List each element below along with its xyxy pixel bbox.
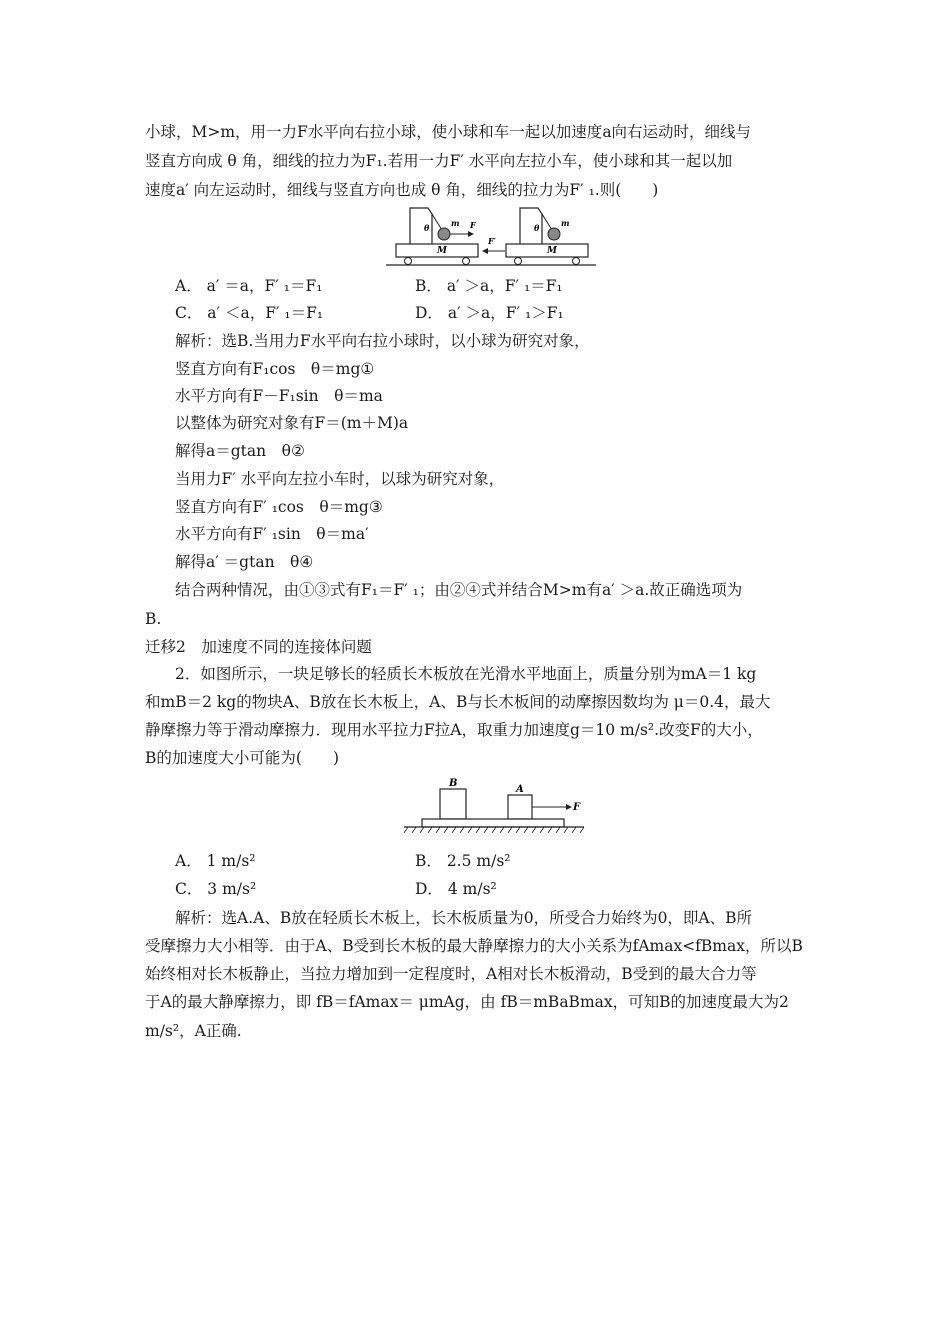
solution-2-line: 始终相对长木板静止，当拉力增加到一定程度时，A相对长木板滑动，B受到的最大合力等: [145, 965, 757, 983]
solution-2-line: 于A的最大静摩擦力，即 fB＝fAmax＝ μmAg，由 fB＝mBaBmax，可知B的加速度最大为2: [145, 993, 789, 1011]
question-1-text-line-3: 速度a′ 向左运动时，细线与竖直方向也成 θ 角，细线的拉力为F′ ₁.则( ): [145, 181, 659, 199]
force-f-label: F: [573, 802, 581, 813]
solution-1-line: 当用力F′ 水平向左拉小车时，以球为研究对象，: [175, 470, 505, 488]
solution-1-line: 解析：选B.当用力F水平向右拉小球时，以小球为研究对象，: [175, 332, 590, 350]
section-title: 迁移2 加速度不同的连接体问题: [145, 638, 372, 656]
solution-1-line: 水平方向有F′ ₁sin θ＝ma′: [175, 525, 369, 543]
solution-1-line: 以整体为研究对象有F＝(m＋M)a: [175, 414, 409, 432]
cart-mass-label: M: [437, 246, 447, 256]
solution-1-line: 解得a′ ＝gtan θ④: [175, 553, 314, 571]
solution-2-line: 解析：选A.A、B放在轻质长木板上，长木板质量为0，所受合力始终为0，即A、B所: [175, 909, 753, 927]
angle-label-2: θ: [534, 223, 540, 233]
solution-1-line: B.: [145, 610, 162, 628]
force-label: F: [470, 220, 476, 230]
block-a-label: A: [516, 784, 524, 795]
q2-option-a: A． 1 m/s²: [175, 852, 256, 870]
question-1-text-line-2: 竖直方向成 θ 角，细线的拉力为F₁.若用一力F′ 水平向左拉小车，使小球和其一起以加: [145, 152, 733, 170]
solution-1-line: 水平方向有F－F₁sin θ＝ma: [175, 387, 383, 405]
solution-1-line: 竖直方向有F₁cos θ＝mg①: [175, 360, 375, 378]
ball-mass-label-2: m: [561, 218, 570, 228]
solution-2-line: 受摩擦力大小相等．由于A、B受到长木板的最大静摩擦力的大小关系为fAmax<fBmax，所以B: [145, 937, 803, 955]
q1-option-b: B． a′ ＞a，F′ ₁＝F₁: [415, 277, 563, 295]
q2-option-c: C． 3 m/s²: [175, 880, 257, 898]
cart-mass-label-2: M: [547, 246, 557, 256]
question-2-text-line: 2．如图所示，一块足够长的轻质长木板放在光滑水平地面上，质量分别为mA＝1 kg: [175, 665, 757, 683]
question-2-text-line: 和mB＝2 kg的物块A、B放在长木板上，A、B与长木板间的动摩擦因数均为 μ＝0.4，最大: [145, 693, 771, 711]
solution-1-line: 解得a＝gtan θ②: [175, 442, 305, 460]
angle-label: θ: [424, 223, 430, 233]
solution-2-line: m/s²，A正确.: [145, 1022, 242, 1040]
question-2-text-line: 静摩擦力等于滑动摩擦力．现用水平拉力F拉A，取重力加速度g＝10 m/s².改变F的大小，: [145, 721, 763, 739]
cart-ball-figure: [384, 204, 599, 268]
solution-1-line: 竖直方向有F′ ₁cos θ＝mg③: [175, 498, 383, 516]
q2-option-d: D． 4 m/s²: [415, 880, 497, 898]
ball-mass-label: m: [451, 218, 460, 228]
board-blocks-figure: [400, 775, 590, 835]
solution-1-line: 结合两种情况，由①③式有F₁＝F′ ₁；由②④式并结合M>m有a′ ＞a.故正确选项为: [175, 581, 743, 599]
q2-option-b: B． 2.5 m/s²: [415, 852, 511, 870]
question-1-text-line-1: 小球，M>m，用一力F水平向右拉小球，使小球和车一起以加速度a向右运动时，细线与: [145, 123, 752, 141]
q1-option-a: A． a′ ＝a，F′ ₁＝F₁: [175, 277, 323, 295]
force-prime-label: F′: [488, 236, 496, 246]
q1-option-c: C． a′ ＜a，F′ ₁＝F₁: [175, 304, 324, 322]
question-2-text-line: B的加速度大小可能为( ): [145, 749, 339, 767]
q1-option-d: D． a′ ＞a，F′ ₁＞F₁: [415, 304, 564, 322]
block-b-label: B: [449, 778, 458, 789]
